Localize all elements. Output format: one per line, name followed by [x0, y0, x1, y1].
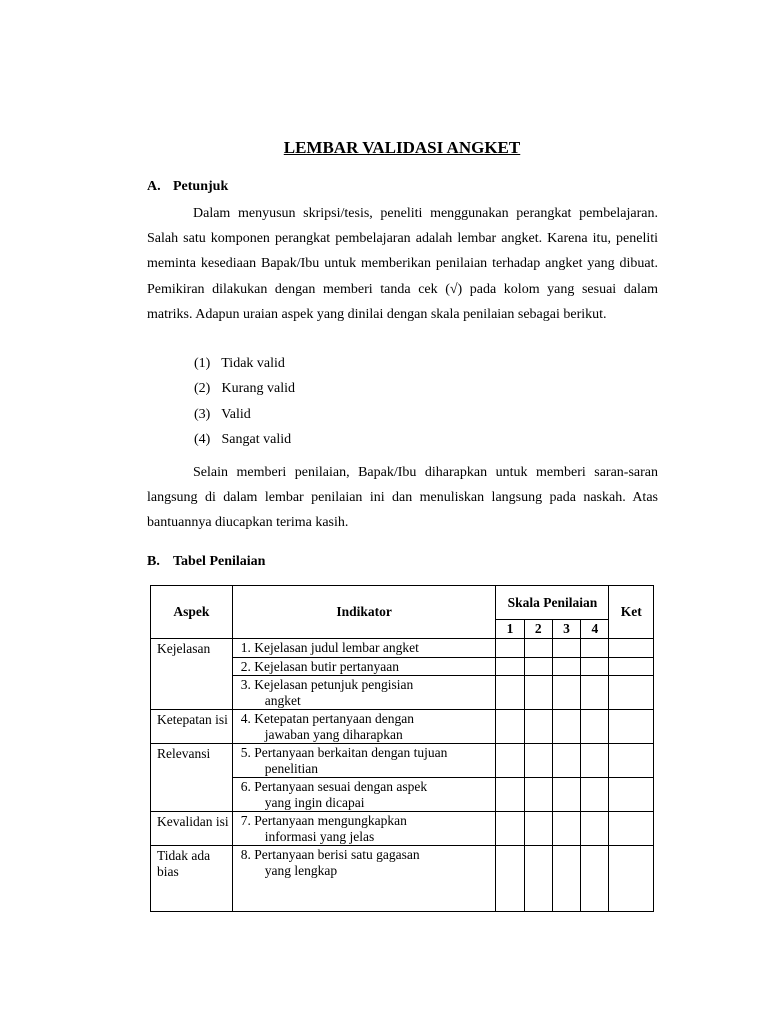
indicator-8: [232, 846, 496, 912]
ket-cell[interactable]: [609, 744, 654, 778]
ket-cell[interactable]: [609, 710, 654, 744]
section-b-heading: [147, 554, 265, 570]
assessment-table: [150, 585, 654, 912]
indicator-text: 6. Pertanyaan sesuai dengan aspek: [240, 779, 428, 794]
scale-col-4: 4: [581, 620, 609, 639]
aspect-relevansi: Relevansi: [151, 744, 233, 812]
rating-cell[interactable]: [552, 676, 580, 710]
page-title: LEMBAR VALIDASI ANGKET: [283, 138, 521, 157]
scale-item: [194, 351, 295, 376]
indicator-text: 7. Pertanyaan mengungkapkan: [240, 813, 407, 828]
rating-cell[interactable]: [552, 778, 580, 812]
header-indikator: Indikator: [232, 586, 496, 639]
aspect-tidak-ada-bias: Tidak ada bias: [151, 846, 233, 912]
rating-cell[interactable]: [581, 676, 609, 710]
indicator-text: 3. Kejelasan petunjuk pengisian: [240, 677, 414, 692]
rating-cell[interactable]: [524, 710, 552, 744]
closing-text: Selain memberi penilaian, Bapak/Ibu diharapkan untuk memberi saran-saran langsung di dalam lembar penilaian ini dan menuliskan langsung pada naskah. Atas bantuannya diucapkan terima kasih.: [147, 465, 658, 531]
scale-label: Valid: [221, 406, 251, 422]
rating-cell[interactable]: [524, 658, 552, 676]
ket-cell[interactable]: [609, 676, 654, 710]
header-skala-penilaian: Skala Penilaian: [496, 586, 609, 620]
rating-cell[interactable]: [524, 778, 552, 812]
indicator-text-cont: yang lengkap: [264, 863, 338, 878]
ket-cell[interactable]: [609, 639, 654, 658]
indicator-text: 1. Kejelasan judul lembar angket: [240, 640, 419, 655]
instructions-paragraph: [147, 201, 658, 327]
rating-cell[interactable]: [581, 778, 609, 812]
rating-cell[interactable]: [552, 639, 580, 658]
scale-number: (3): [194, 406, 211, 422]
indicator-text-cont: yang ingin dicapai: [264, 795, 365, 810]
ket-cell[interactable]: [609, 658, 654, 676]
rating-cell[interactable]: [552, 744, 580, 778]
rating-cell[interactable]: [496, 846, 524, 912]
section-a-number: A.: [147, 179, 161, 194]
rating-cell[interactable]: [552, 846, 580, 912]
rating-cell[interactable]: [524, 846, 552, 912]
aspect-kevalidan-isi: Kevalidan isi: [151, 812, 233, 846]
rating-cell[interactable]: [581, 812, 609, 846]
indicator-3: [232, 676, 496, 710]
rating-cell[interactable]: [524, 639, 552, 658]
rating-cell[interactable]: [552, 812, 580, 846]
aspect-ketepatan-isi: Ketepatan isi: [151, 710, 233, 744]
scale-col-2: 2: [524, 620, 552, 639]
indicator-text: 2. Kejelasan butir pertanyaan: [240, 659, 399, 674]
rating-cell[interactable]: [496, 778, 524, 812]
indicator-4: [232, 710, 496, 744]
scale-number: (2): [194, 381, 211, 397]
ket-cell[interactable]: [609, 812, 654, 846]
rating-cell[interactable]: [581, 710, 609, 744]
indicator-2: [232, 658, 496, 676]
indicator-5: [232, 744, 496, 778]
indicator-6: [232, 778, 496, 812]
section-a-heading: [147, 179, 228, 195]
rating-cell[interactable]: [496, 744, 524, 778]
section-b-number: B.: [147, 554, 160, 569]
rating-cell[interactable]: [552, 658, 580, 676]
indicator-7: [232, 812, 496, 846]
scale-col-3: 3: [552, 620, 580, 639]
rating-cell[interactable]: [496, 812, 524, 846]
ket-cell[interactable]: [609, 846, 654, 912]
scale-label: Tidak valid: [221, 356, 285, 371]
rating-cell[interactable]: [581, 639, 609, 658]
indicator-text: 5. Pertanyaan berkaitan dengan tujuan: [240, 745, 448, 760]
scale-label: Sangat valid: [221, 431, 292, 447]
indicator-text-cont: penelitian: [264, 761, 319, 776]
indicator-text-cont: informasi yang jelas: [264, 829, 375, 844]
rating-cell[interactable]: [524, 744, 552, 778]
closing-paragraph: [147, 460, 658, 536]
aspect-kejelasan: Kejelasan: [151, 639, 233, 710]
scale-label: Kurang valid: [221, 381, 295, 397]
rating-cell[interactable]: [552, 710, 580, 744]
scale-number: (4): [194, 431, 211, 447]
rating-scale-list: [194, 351, 295, 452]
header-ket: Ket: [609, 586, 654, 639]
rating-cell[interactable]: [524, 812, 552, 846]
scale-col-1: 1: [496, 620, 524, 639]
instructions-text: Dalam menyusun skripsi/tesis, peneliti menggunakan perangkat pembelajaran. Salah satu komponen perangkat pembelajaran adalah lembar angket. Karena itu, peneliti meminta kesediaan Bapak/Ibu untuk memberikan penilaian terhadap angket yang dibuat. Pemikiran dilakukan dengan memberi tanda cek (√) pada kolom yang sesuai dalam matriks. Adapun uraian aspek yang dinilai dengan skala penilaian sebagai berikut.: [147, 206, 658, 322]
indicator-text: 8. Pertanyaan berisi satu gagasan: [240, 847, 420, 862]
scale-number: (1): [194, 356, 211, 371]
indicator-text: 4. Ketepatan pertanyaan dengan: [240, 711, 414, 726]
ket-cell[interactable]: [609, 778, 654, 812]
rating-cell[interactable]: [581, 658, 609, 676]
rating-cell[interactable]: [496, 658, 524, 676]
indicator-text-cont: angket: [264, 693, 301, 708]
rating-cell[interactable]: [581, 846, 609, 912]
indicator-1: [232, 639, 496, 658]
scale-item: [194, 402, 295, 427]
rating-cell[interactable]: [581, 744, 609, 778]
rating-cell[interactable]: [524, 676, 552, 710]
rating-cell[interactable]: [496, 710, 524, 744]
header-aspek: Aspek: [151, 586, 233, 639]
section-b-title: Tabel Penilaian: [173, 554, 266, 569]
rating-cell[interactable]: [496, 639, 524, 658]
indicator-text-cont: jawaban yang diharapkan: [264, 727, 403, 742]
scale-item: [194, 427, 295, 452]
rating-cell[interactable]: [496, 676, 524, 710]
section-a-title: Petunjuk: [173, 179, 229, 194]
scale-item: [194, 376, 295, 401]
